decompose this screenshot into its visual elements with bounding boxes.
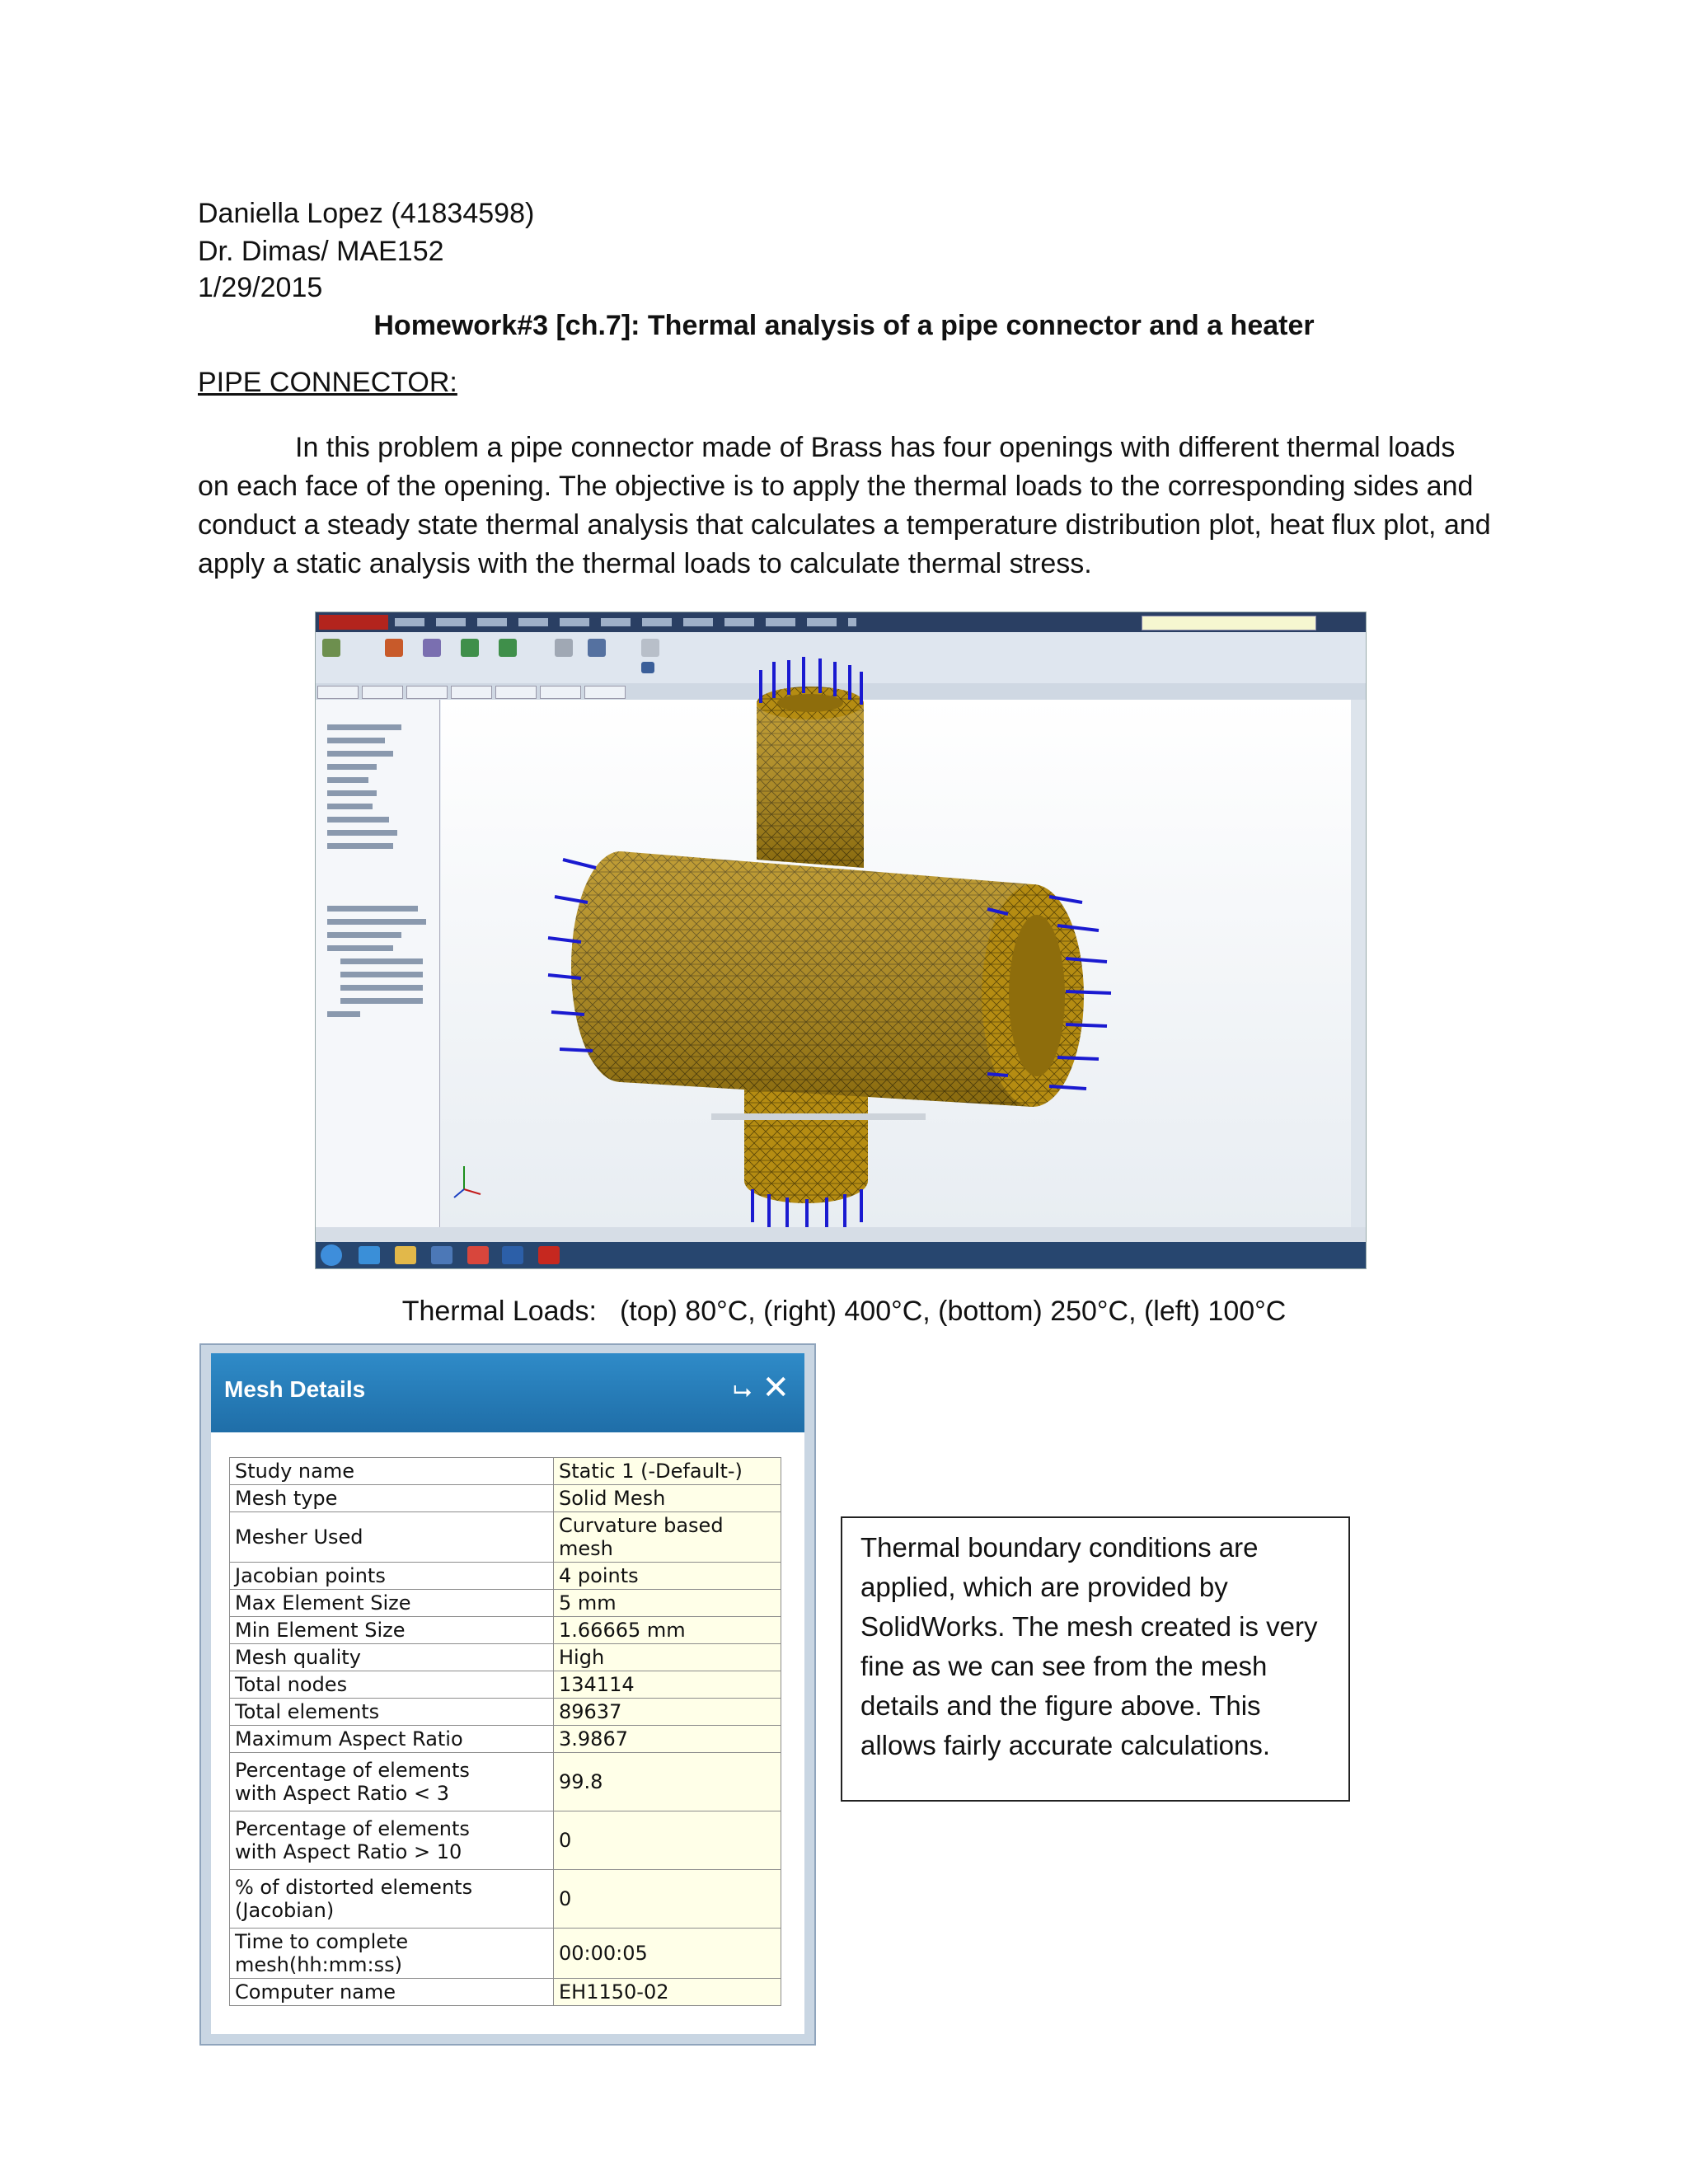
author-line: Daniella Lopez (41834598)	[198, 198, 535, 229]
dialog-title: Mesh Details	[224, 1376, 366, 1402]
windows-taskbar	[316, 1242, 1366, 1268]
table-row	[230, 1671, 781, 1699]
educational-watermark	[711, 1113, 926, 1120]
date-line: 1/29/2015	[198, 272, 323, 303]
table-row	[230, 1979, 781, 2006]
section-heading: PIPE CONNECTOR:	[198, 367, 457, 398]
row-value: 134114	[554, 1671, 781, 1699]
row-key-line: with Aspect Ratio > 10	[235, 1840, 462, 1863]
row-key	[230, 1870, 554, 1929]
start-button-icon	[321, 1244, 342, 1266]
table-row	[230, 1617, 781, 1644]
row-key-line: Percentage of elements	[235, 1759, 470, 1782]
figure-caption	[0, 1296, 1688, 1328]
cad-status-bar	[316, 1227, 1366, 1242]
row-key: Mesher Used	[230, 1512, 554, 1563]
cad-screenshot	[315, 612, 1367, 1269]
pin-icon[interactable]: ⮡	[733, 1378, 752, 1404]
row-value: 89637	[554, 1699, 781, 1726]
caption-value: (top) 80°C, (right) 400°C, (bottom) 250°C, (left) 100°C	[619, 1296, 1287, 1327]
row-value: 4 points	[554, 1563, 781, 1590]
media-icon	[431, 1246, 452, 1264]
row-key-line: % of distorted elements	[235, 1876, 473, 1899]
table-row	[230, 1726, 781, 1753]
solidworks-taskbar-icon	[538, 1246, 560, 1264]
row-value: Curvature based mesh	[554, 1512, 781, 1563]
row-key-line: (Jacobian)	[235, 1899, 335, 1922]
row-key: Mesh quality	[230, 1644, 554, 1671]
row-value: 3.9867	[554, 1726, 781, 1753]
instructor-line: Dr. Dimas/ MAE152	[198, 236, 444, 267]
mesh-details-dialog	[199, 1343, 816, 2046]
chrome-icon	[467, 1246, 489, 1264]
table-row	[230, 1485, 781, 1512]
dialog-body	[211, 1432, 804, 2034]
table-row	[230, 1929, 781, 1979]
row-key	[230, 1753, 554, 1811]
table-row	[230, 1811, 781, 1870]
row-value: 1.66665 mm	[554, 1617, 781, 1644]
table-row	[230, 1590, 781, 1617]
row-key: Total elements	[230, 1699, 554, 1726]
axis-triad	[454, 1166, 481, 1197]
row-key-line: with Aspect Ratio < 3	[235, 1782, 449, 1805]
close-icon[interactable]: ✕	[762, 1370, 790, 1406]
table-row	[230, 1563, 781, 1590]
document-title: Homework#3 [ch.7]: Thermal analysis of a pipe connector and a heater	[373, 310, 1315, 341]
row-key: Total nodes	[230, 1671, 554, 1699]
row-key: Study name	[230, 1458, 554, 1485]
row-value: 0	[554, 1870, 781, 1929]
note-box: Thermal boundary conditions are applied, which are provided by SolidWorks. The mesh created is very fine as we can see from the mesh details and the figure above. This allows fairly accurate calculations.	[841, 1516, 1350, 1802]
row-key: Mesh type	[230, 1485, 554, 1512]
row-key: Max Element Size	[230, 1590, 554, 1617]
pipe-connector-model	[316, 612, 1366, 1268]
row-value: 5 mm	[554, 1590, 781, 1617]
table-row	[230, 1644, 781, 1671]
table-row	[230, 1512, 781, 1563]
row-key: Maximum Aspect Ratio	[230, 1726, 554, 1753]
table-row	[230, 1458, 781, 1485]
intro-paragraph	[198, 429, 1492, 583]
caption-label: Thermal Loads:	[401, 1296, 597, 1327]
row-value: Solid Mesh	[554, 1485, 781, 1512]
table-row	[230, 1753, 781, 1811]
browser-icon	[359, 1246, 380, 1264]
row-key: Computer name	[230, 1979, 554, 2006]
row-value: Static 1 (-Default-)	[554, 1458, 781, 1485]
word-icon	[502, 1246, 523, 1264]
row-value: 0	[554, 1811, 781, 1870]
dialog-header	[211, 1353, 804, 1432]
row-value: EH1150-02	[554, 1979, 781, 2006]
table-row	[230, 1870, 781, 1929]
folder-icon	[395, 1246, 416, 1264]
row-value: High	[554, 1644, 781, 1671]
mesh-details-table	[229, 1457, 781, 2006]
row-key: Time to complete mesh(hh:mm:ss)	[230, 1929, 554, 1979]
row-key: Min Element Size	[230, 1617, 554, 1644]
row-key-line: Percentage of elements	[235, 1817, 470, 1840]
row-key: Jacobian points	[230, 1563, 554, 1590]
row-value: 00:00:05	[554, 1929, 781, 1979]
row-value: 99.8	[554, 1753, 781, 1811]
table-row	[230, 1699, 781, 1726]
intro-text: In this problem a pipe connector made of Brass has four openings with different thermal loads on each face of the opening. The objective is to apply the thermal loads to the corresponding sides and conduct a steady state thermal analysis that calculates a temperature distribution plot, heat flux plot, and apply a static analysis with the thermal loads to calculate thermal stress.	[198, 432, 1491, 579]
row-key	[230, 1811, 554, 1870]
